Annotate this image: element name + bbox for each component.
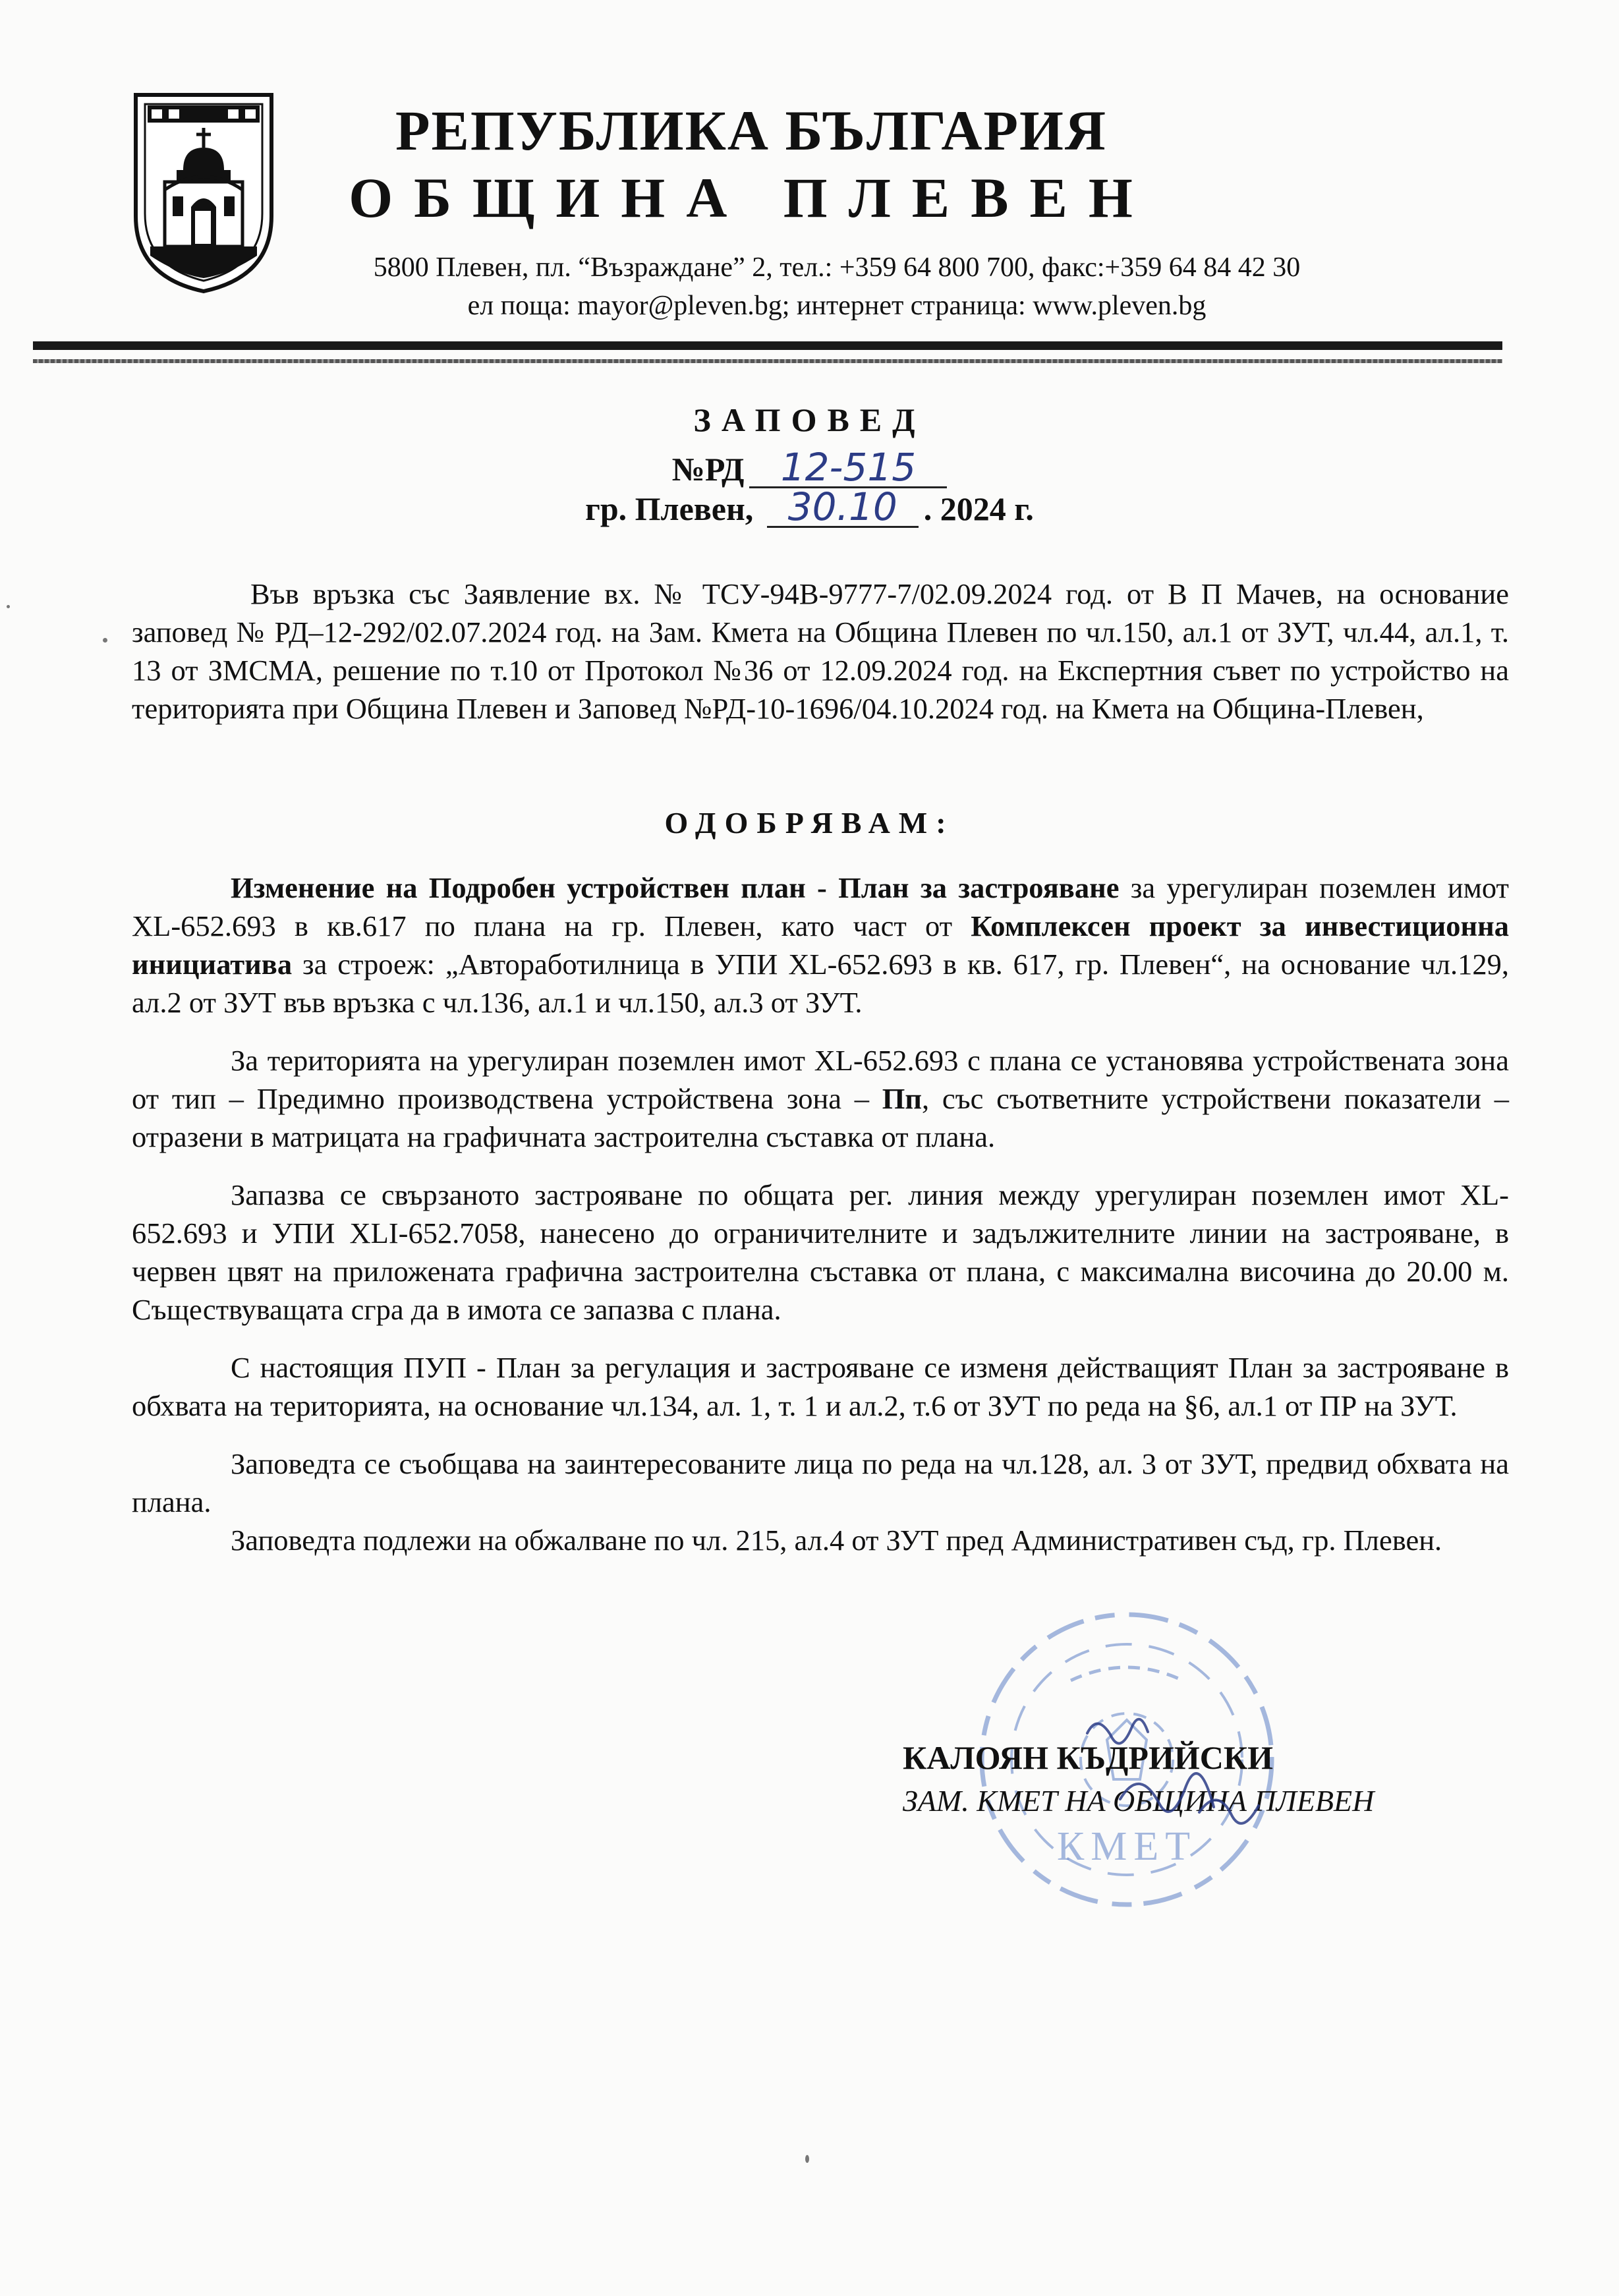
p2-text-a: За територията на урегулиран поземлен имот XL-652.693 с плана се установява устройствената зона от тип – Предимно производствена устройствена зона – (132, 1044, 1509, 1115)
paragraph-notification: Заповедта се съобщава на заинтересованите лица по реда на чл.128, ал. 3 от ЗУТ, предвид обхвата на плана. (132, 1447, 1509, 1518)
order-number-row (0, 445, 1619, 490)
handwritten-signature-icon (923, 1687, 1371, 1872)
header-divider-thin (33, 359, 1502, 363)
order-city-label: гр. Плевен, (585, 490, 754, 527)
signer-name: КАЛОЯН КЪДРИЙСКИ (903, 1739, 1274, 1776)
p2-bold-a: Пп (882, 1082, 923, 1115)
contact-email-web-line: ел поща: mayor@pleven.bg; интернет страница: www.pleven.bg (467, 291, 1207, 321)
order-number-label: №РД (671, 451, 745, 488)
p1-bold-a: Изменение на Подробен устройствен план - План за застрояване (231, 871, 1120, 904)
stamp-label: КМЕТ (1056, 1824, 1197, 1869)
order-date-row (0, 484, 1619, 529)
contact-address-line: 5800 Плевен, пл. “Възраждане” 2, тел.: +359 64 800 700, факс:+359 64 84 42 30 (373, 252, 1301, 283)
order-date-handwritten: 30.10 (767, 488, 919, 528)
paragraph-zone (132, 1041, 1509, 1156)
p2-text-b: , със съответните устройствени показатели – отразени в матрицата на графичната застроителна съставка от плана. (132, 1082, 1509, 1153)
scan-speck (805, 2155, 809, 2163)
scan-speck (103, 638, 107, 643)
paragraph-plan-amendment (132, 869, 1509, 1021)
country-heading: РЕПУБЛИКА БЪЛГАРИЯ (395, 99, 1107, 162)
order-title: ЗАПОВЕД (693, 401, 926, 438)
order-number-handwritten: 12-515 (749, 448, 947, 488)
paragraph-pup: С настоящия ПУП - План за регулация и застрояване се изменя действащият План за застрояване в обхвата на територията, на основание чл.134, ал. 1, т. 1 и ал.2, т.6 от ЗУТ по реда на §6, ал.1 от ПР на ЗУТ. (132, 1351, 1509, 1422)
municipality-heading: ОБЩИНА ПЛЕВЕН (349, 166, 1154, 229)
approve-heading: ОДОБРЯВАМ: (664, 806, 955, 840)
order-year: . 2024 г. (923, 490, 1034, 527)
paragraph-building: Запазва се свързаното застрояване по общата рег. линия между урегулиран поземлен имот XL-652.693 и УПИ XLI-652.7058, нанесено до ограничителните и задължителните линии на застрояване, в червен цвят на приложената графична застроителна съставка от плана, с максимална височина до 20.00 м. Съществуващата сгра да в имота се запазва с плана. (132, 1178, 1509, 1326)
p1-bold-b: Комплексен проект за инвестиционна инициатива (132, 909, 1509, 981)
header-divider-thick (33, 341, 1502, 350)
intro-paragraph: Във връзка със Заявление вх. № ТСУ-94В-9777-7/02.09.2024 год. от В П Мачев, на основание заповед № РД–12-292/02.07.2024 год. на Зам. Кмета на Община Плевен по чл.150, ал.1 от ЗУТ, чл.44, ал.1, т. 13 от ЗМСМА, решение по т.10 от Протокол №36 от 12.09.2024 год. на Експертния съвет по устройство на територията при Община Плевен и Заповед №РД-10-1696/04.10.2024 год. на Кмета на Община-Плевен, (132, 577, 1509, 725)
p1-text-a: за урегулиран поземлен имот XL-652.693 в кв.617 по плана на гр. Плевен, като част от (132, 871, 1509, 942)
municipal-crest-icon (130, 91, 277, 295)
signer-title: ЗАМ. КМЕТ НА ОБЩИНА ПЛЕВЕН (903, 1784, 1375, 1818)
p1-text-b: за строеж: „Автоработилница в УПИ XL-652.693 в кв. 617, гр. Плевен“, на основание чл.129, ал.2 от ЗУТ във връзка с чл.136, ал.1 и чл.150, ал.3 от ЗУТ. (132, 948, 1509, 1019)
scan-speck (7, 605, 10, 608)
paragraph-appeal: Заповедта подлежи на обжалване по чл. 215, ал.4 от ЗУТ пред Административен съд, гр. Плевен. (231, 1524, 1442, 1557)
